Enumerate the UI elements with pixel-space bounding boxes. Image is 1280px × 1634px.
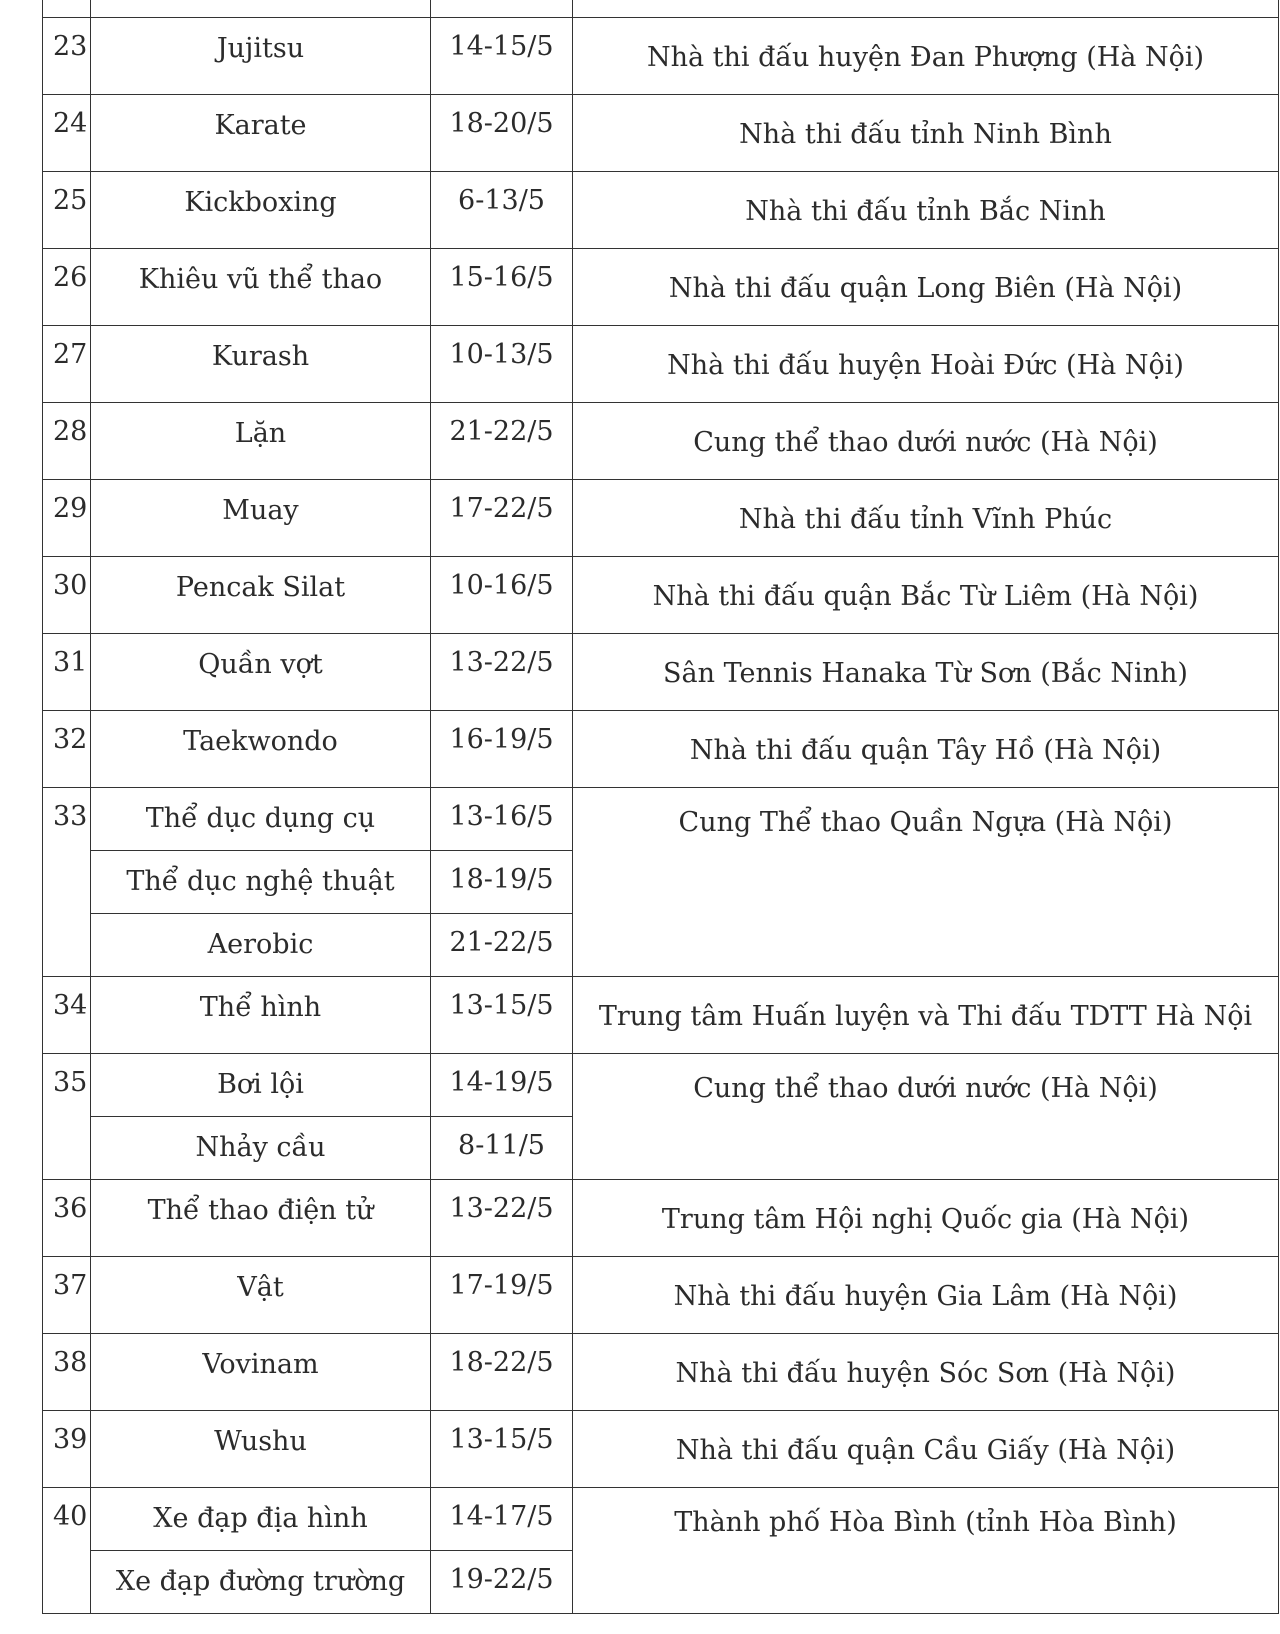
competition-dates: 18-20/5 [431, 95, 573, 172]
venue: Nhà thi đấu huyện Đan Phượng (Hà Nội) [573, 18, 1279, 95]
row-number: 36 [43, 1180, 91, 1257]
row-number: 40 [43, 1488, 91, 1614]
competition-dates: 21-22/5 [431, 914, 573, 977]
sport-name: Bơi lội [91, 1054, 431, 1117]
competition-dates: 13-15/5 [431, 1411, 573, 1488]
sport-name [91, 0, 431, 18]
sport-name: Kickboxing [91, 172, 431, 249]
row-number: 29 [43, 480, 91, 557]
competition-dates: 14-17/5 [431, 1488, 573, 1551]
competition-dates: 13-15/5 [431, 977, 573, 1054]
venue: Cung thể thao dưới nước (Hà Nội) [573, 1054, 1279, 1180]
row-number: 39 [43, 1411, 91, 1488]
sports-schedule-table [42, 0, 1279, 1614]
venue: Nhà thi đấu huyện Hoài Đức (Hà Nội) [573, 326, 1279, 403]
table-row [43, 172, 1279, 249]
competition-dates: 17-19/5 [431, 1257, 573, 1334]
sport-name: Khiêu vũ thể thao [91, 249, 431, 326]
sport-name: Quần vợt [91, 634, 431, 711]
venue: Nhà thi đấu quận Bắc Từ Liêm (Hà Nội) [573, 557, 1279, 634]
sport-name: Thể dục nghệ thuật [91, 851, 431, 914]
schedule-body [43, 0, 1279, 1614]
competition-dates: 10-16/5 [431, 557, 573, 634]
sport-name: Thể dục dụng cụ [91, 788, 431, 851]
venue: Sân Tennis Hanaka Từ Sơn (Bắc Ninh) [573, 634, 1279, 711]
row-number: 38 [43, 1334, 91, 1411]
venue: Nhà thi đấu huyện Gia Lâm (Hà Nội) [573, 1257, 1279, 1334]
competition-dates: 13-16/5 [431, 788, 573, 851]
table-row [43, 1488, 1279, 1551]
row-number: 31 [43, 634, 91, 711]
competition-dates: 18-22/5 [431, 1334, 573, 1411]
sport-name: Kurash [91, 326, 431, 403]
table-row [43, 18, 1279, 95]
venue: Nhà thi đấu quận Tây Hồ (Hà Nội) [573, 711, 1279, 788]
row-number: 35 [43, 1054, 91, 1180]
table-row [43, 249, 1279, 326]
sport-name: Karate [91, 95, 431, 172]
sport-name: Thể thao điện tử [91, 1180, 431, 1257]
sport-name: Vovinam [91, 1334, 431, 1411]
venue: Trung tâm Hội nghị Quốc gia (Hà Nội) [573, 1180, 1279, 1257]
venue: Nhà thi đấu tỉnh Ninh Bình [573, 95, 1279, 172]
sport-name: Xe đạp địa hình [91, 1488, 431, 1551]
sport-name: Lặn [91, 403, 431, 480]
row-number: 28 [43, 403, 91, 480]
table-row [43, 403, 1279, 480]
competition-dates: 10-13/5 [431, 326, 573, 403]
sport-name: Jujitsu [91, 18, 431, 95]
sport-name: Muay [91, 480, 431, 557]
competition-dates: 15-16/5 [431, 249, 573, 326]
venue: Nhà thi đấu tỉnh Bắc Ninh [573, 172, 1279, 249]
table-row [43, 788, 1279, 851]
sport-name: Aerobic [91, 914, 431, 977]
table-row [43, 1257, 1279, 1334]
row-number: 37 [43, 1257, 91, 1334]
venue: Nhà thi đấu quận Cầu Giấy (Hà Nội) [573, 1411, 1279, 1488]
row-number: 33 [43, 788, 91, 977]
table-row [43, 1411, 1279, 1488]
competition-dates: 16-19/5 [431, 711, 573, 788]
sport-name: Nhảy cầu [91, 1117, 431, 1180]
sport-name: Xe đạp đường trường [91, 1551, 431, 1614]
table-row [43, 557, 1279, 634]
row-number: 30 [43, 557, 91, 634]
sport-name: Pencak Silat [91, 557, 431, 634]
sport-name: Vật [91, 1257, 431, 1334]
row-number: 27 [43, 326, 91, 403]
competition-dates: 18-19/5 [431, 851, 573, 914]
table-row [43, 1334, 1279, 1411]
table-row [43, 480, 1279, 557]
venue: Thành phố Hòa Bình (tỉnh Hòa Bình) [573, 1488, 1279, 1614]
row-number: 23 [43, 18, 91, 95]
table-row [43, 977, 1279, 1054]
venue: Nhà thi đấu huyện Sóc Sơn (Hà Nội) [573, 1334, 1279, 1411]
table-row [43, 634, 1279, 711]
venue: Cung thể thao dưới nước (Hà Nội) [573, 403, 1279, 480]
sport-name: Wushu [91, 1411, 431, 1488]
competition-dates: 17-22/5 [431, 480, 573, 557]
row-number: 26 [43, 249, 91, 326]
venue [573, 0, 1279, 18]
venue: Cung Thể thao Quần Ngựa (Hà Nội) [573, 788, 1279, 977]
competition-dates: 13-22/5 [431, 1180, 573, 1257]
row-number: 24 [43, 95, 91, 172]
competition-dates: 6-13/5 [431, 172, 573, 249]
competition-dates: 19-22/5 [431, 1551, 573, 1614]
venue: Nhà thi đấu quận Long Biên (Hà Nội) [573, 249, 1279, 326]
row-number [43, 0, 91, 18]
table-row [43, 1180, 1279, 1257]
competition-dates: 21-22/5 [431, 403, 573, 480]
competition-dates: 13-22/5 [431, 634, 573, 711]
table-row [43, 95, 1279, 172]
table-row [43, 711, 1279, 788]
row-number: 34 [43, 977, 91, 1054]
row-number: 32 [43, 711, 91, 788]
sport-name: Thể hình [91, 977, 431, 1054]
table-row [43, 1054, 1279, 1117]
venue: Nhà thi đấu tỉnh Vĩnh Phúc [573, 480, 1279, 557]
competition-dates [431, 0, 573, 18]
row-number: 25 [43, 172, 91, 249]
table-row [43, 0, 1279, 18]
table-row [43, 326, 1279, 403]
competition-dates: 14-19/5 [431, 1054, 573, 1117]
competition-dates: 14-15/5 [431, 18, 573, 95]
competition-dates: 8-11/5 [431, 1117, 573, 1180]
sport-name: Taekwondo [91, 711, 431, 788]
venue: Trung tâm Huấn luyện và Thi đấu TDTT Hà Nội [573, 977, 1279, 1054]
